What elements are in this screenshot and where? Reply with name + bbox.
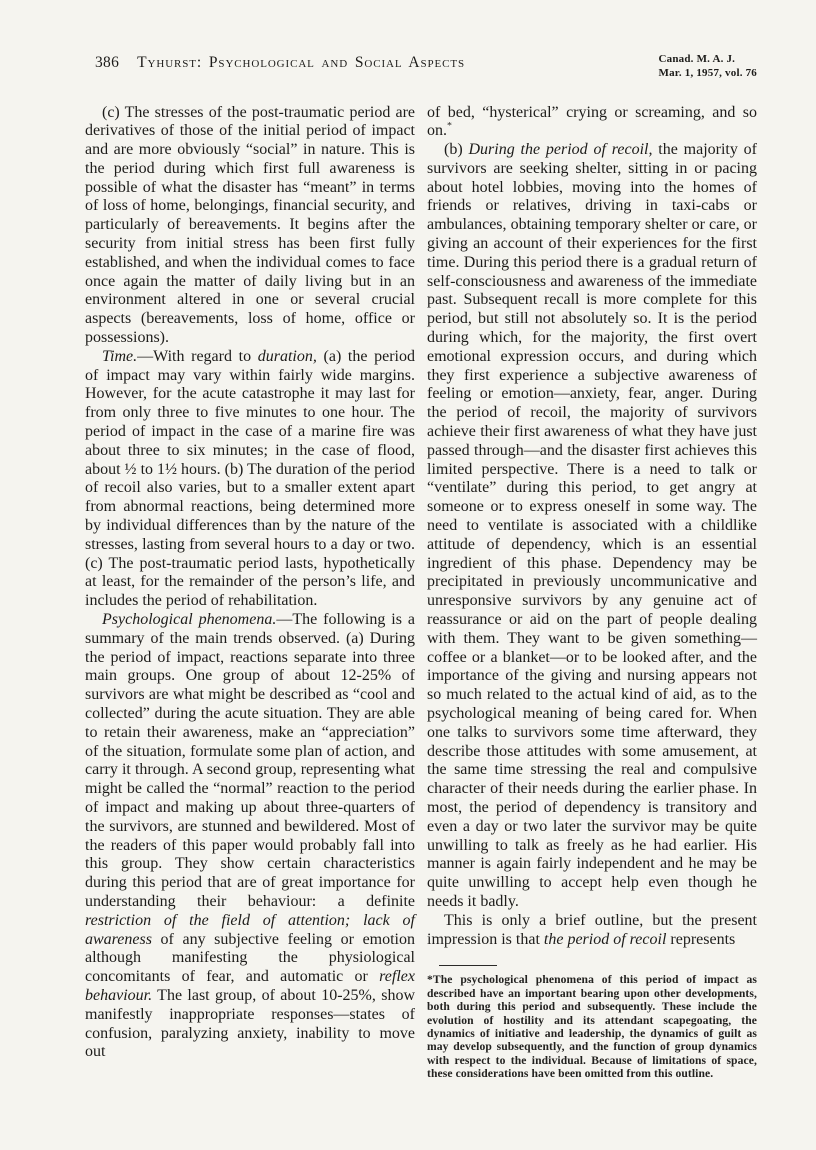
text-segment: restriction of the field of attention; lack of awareness <box>85 911 415 948</box>
text-segment: of bed, “hysterical” crying or screaming, and so on. <box>427 103 757 140</box>
body-paragraph <box>427 141 757 912</box>
footnote-rule <box>439 965 497 966</box>
text-segment: This is only a brief outline, but the present impression is that <box>427 911 757 948</box>
body-paragraph <box>85 611 415 1062</box>
journal-citation <box>658 53 757 81</box>
text-segment: (c) The stresses of the post-traumatic period are derivatives of those of the initial period of impact and are more obviously “social” in nature. This is the period during which first full awareness is possible of what the disaster has “meant” in terms of loss of home, belongings, financial security, and particularly of bereavements. It begins after the security from initial stress has been first fully established, and when the individual comes to face once again the matter of daily living but in an environment altered in one or several crucial aspects (bereavements, loss of home, office or possessions). <box>85 103 415 347</box>
text-segment: represents <box>666 930 736 948</box>
running-title: Tyhurst: Psychological and Social Aspects <box>137 54 466 71</box>
text-segment: the period of recoil <box>543 930 667 948</box>
page-header <box>95 54 757 81</box>
text-segment: reflex behaviour. <box>85 968 415 1004</box>
text-segment: (b) <box>444 141 469 159</box>
text-segment: Time. <box>102 347 138 365</box>
body-paragraph <box>85 348 415 611</box>
text-segment: —With regard to <box>137 347 258 365</box>
footnote-text <box>427 973 757 1080</box>
text-segment: (a) the period of impact may vary within fairly wide margins. However, for the acute catastrophe it may last for from only three to five minutes to one hour. The period of impact in the case of a marine fire was about three to six minutes; in the case of flood, about ½ to 1½ hours. (b) The duration of the period of recoil also varies, but to a smaller extent apart from abnormal reactions, being determined more by individual differences than by the nature of the stresses, lasting from several hours to a day or two. (c) The post-traumatic period lasts, hypothetically at least, for the remainder of the person’s life, and includes the period of rehabilitation. <box>85 347 415 610</box>
footnote-marker: * <box>447 120 452 132</box>
text-segment: *The psychological phenomena of this period of impact as described have an important bearing upon other developments, both during this period and subsequently. These include the evolution of hostility and its attendant scapegoating, the dynamics of initiative and leadership, the dynamics of guilt as may develop subsequently, and the function of group dynamics with respect to the individual. Because of limitations of space, these considerations have been omitted from this outline. <box>427 973 757 1081</box>
left-column <box>85 104 415 1081</box>
journal-name: Canad. M. A. J. <box>658 53 736 65</box>
running-head <box>95 54 465 72</box>
two-column-body <box>85 104 757 1081</box>
text-segment: Psychological phenomena. <box>102 611 277 629</box>
body-paragraph <box>427 912 757 950</box>
text-segment: The last group, of about 10-25%, show manifestly inappropriate responses—states of confusion, paralyzing anxiety, inability to move out <box>85 986 415 1061</box>
body-paragraph <box>427 104 757 142</box>
text-segment: the majority of survivors are seeking shelter, sitting in or pacing about hotel lobbies, moving into the homes of friends or relatives, driving in taxi-cabs or ambulances, obtaining temporary shelter or care, or giving an account of their experiences for the first time. During this period there is a gradual return of self-consciousness and awareness of the immediate past. Subsequent recall is more complete for this period, but still not absolutely so. It is the period during which, for the majority, the first overt emotional expression occurs, and during which they first experience a subjective awareness of feeling or emotion—anxiety, fear, anger. During the period of recoil, the majority of survivors achieve their first awareness of what they have just passed through—and the disaster first achieves this limited perspective. There is a need to talk or “ventilate” during this period, to get angry at someone or to express oneself in some way. The need to ventilate is associated with a childlike attitude of dependency, which is an essential ingredient of this phase. Dependency may be precipitated in previously uncommunicative and unresponsive survivors by any genuine act of reassurance or aid on the part of people dealing with them. They want to be given something—coffee or a blanket—or to be looked after, and the importance of the giving and nursing appears not so much related to the actual kind of aid, as to the psychological meaning of being cared for. When one talks to survivors some time afterward, they describe those attitudes with some amusement, at the same time stressing the real and compulsive character of their needs during the earlier phase. In most, the period of dependency is transitory and even a day or two later the survivor may be quite unwilling to talk as freely as he had earlier. His manner is again fairly independent and he may be quite unwilling to accept help even though he needs it badly. <box>427 141 758 910</box>
page-number: 386 <box>95 54 120 71</box>
text-segment: —The following is a summary of the main trends observed. (a) During the period of impact, reactions separate into three main groups. One group of about 12-25% of survivors are what might be described as “cool and collected” during the acute situation. They are able to retain their awareness, make an “appreciation” of the situation, formulate some plan of action, and carry it through. A second group, representing what might be called the “normal” reaction to the period of impact and making up about three-quarters of the survivors, are stunned and bewildered. Most of the readers of this paper would probably fall into this group. They show certain characteristics during this period that are of great importance for understanding their behaviour: a definite <box>85 611 415 910</box>
text-segment: of any subjective feeling or emotion although manifesting the physiological concomitants of fear, and automatic or <box>85 930 415 986</box>
right-column <box>427 104 757 1081</box>
text-segment: During the period of recoil, <box>468 141 653 159</box>
journal-issue-date: Mar. 1, 1957, vol. 76 <box>658 66 757 79</box>
text-segment: duration, <box>257 347 317 365</box>
body-paragraph <box>85 104 415 348</box>
